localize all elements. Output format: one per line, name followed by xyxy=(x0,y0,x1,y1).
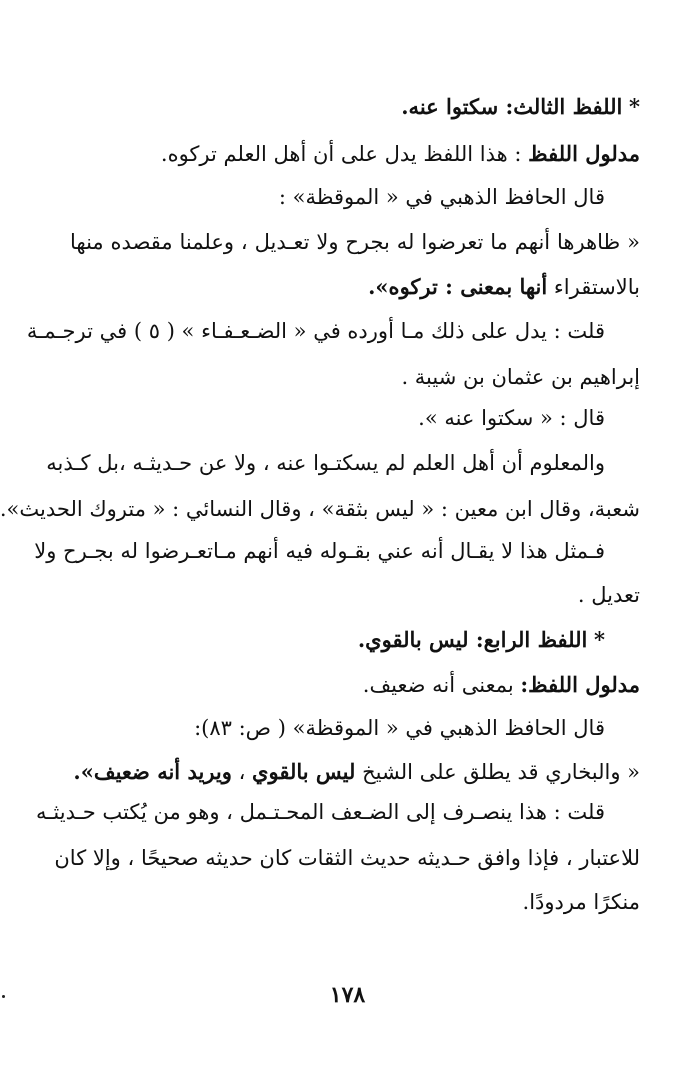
dhahabi-quote-intro-2: قال الحافظ الذهبي في « الموقظة» ( ص: ٨٣): xyxy=(194,716,605,740)
bukhari-quote-bold-2: ويريد أنه ضعيف». xyxy=(73,759,232,784)
bullet-star-2: * xyxy=(594,627,605,652)
heading-fourth-term-text: اللفظ الرابع: ليس بالقوي. xyxy=(357,627,588,652)
quote-line-2-bold: أنها بمعنى : تركوه». xyxy=(368,274,548,299)
bullet-star: * xyxy=(629,94,640,119)
term-meaning-text-2: بمعنى أنه ضعيف. xyxy=(362,673,521,697)
bukhari-quote-bold-1: ليس بالقوي xyxy=(252,759,356,784)
quote-line-2 xyxy=(70,272,640,302)
comment-line-2: إبراهيم بن عثمان بن شيبة . xyxy=(401,365,640,389)
conclusion-line-2: تعديل . xyxy=(577,583,640,607)
term-meaning-line xyxy=(70,139,640,169)
quote-line-1: « ظاهرها أنهم ما تعرضوا له بجرح ولا تعـديل ، وعلمنا مقصده منها xyxy=(70,230,640,254)
scan-mark xyxy=(2,995,5,998)
bukhari-quote-sep: ، xyxy=(231,760,253,784)
term-meaning-text: : هذا اللفظ يدل على أن أهل العلم تركوه. xyxy=(160,142,529,166)
known-line-2: شعبة، وقال ابن معين : « ليس بثقة» ، وقال النسائي : « متروك الحديث». xyxy=(0,497,640,521)
heading-third-term xyxy=(70,92,640,122)
comment2-line-1: قلت : هذا ينصـرف إلى الضـعف المحـتـمل ، وهو من يُكتب حـديثـه xyxy=(36,800,605,824)
term-meaning-label: مدلول اللفظ xyxy=(528,141,640,166)
heading-third-term-text: اللفظ الثالث: سكتوا عنه. xyxy=(401,94,623,119)
quote-line-2-text: بالاستقراء xyxy=(547,275,640,299)
bukhari-quote-text: « والبخاري قد يطلق على الشيخ xyxy=(355,760,640,784)
comment2-line-2: للاعتبار ، فإذا وافق حـديثه حديث الثقات كان حديثه صحيحًا ، وإلا كان xyxy=(54,846,640,870)
page-number: ١٧٨ xyxy=(329,982,366,1008)
term-meaning-line-2 xyxy=(70,670,640,700)
said-line: قال : « سكتوا عنه ». xyxy=(418,406,605,430)
known-line-1: والمعلوم أن أهل العلم لم يسكتـوا عنه ، ولا عن حـديثـه ،بل كـذبه xyxy=(46,451,605,475)
bukhari-quote-line xyxy=(70,757,640,787)
dhahabi-quote-intro: قال الحافظ الذهبي في « الموقظة» : xyxy=(278,185,605,209)
comment2-line-3: منكرًا مردودًا. xyxy=(522,890,640,914)
heading-fourth-term xyxy=(70,625,605,655)
comment-line-1: قلت : يدل على ذلك مـا أورده في « الضـعـفـاء » ( ٥ ) في ترجـمـة xyxy=(26,319,605,343)
conclusion-line-1: فـمثل هذا لا يقـال أنه عني بقـوله فيه أنهم مـاتعـرضوا له بجـرح ولا xyxy=(34,539,605,563)
term-meaning-label-2: مدلول اللفظ: xyxy=(520,672,640,697)
